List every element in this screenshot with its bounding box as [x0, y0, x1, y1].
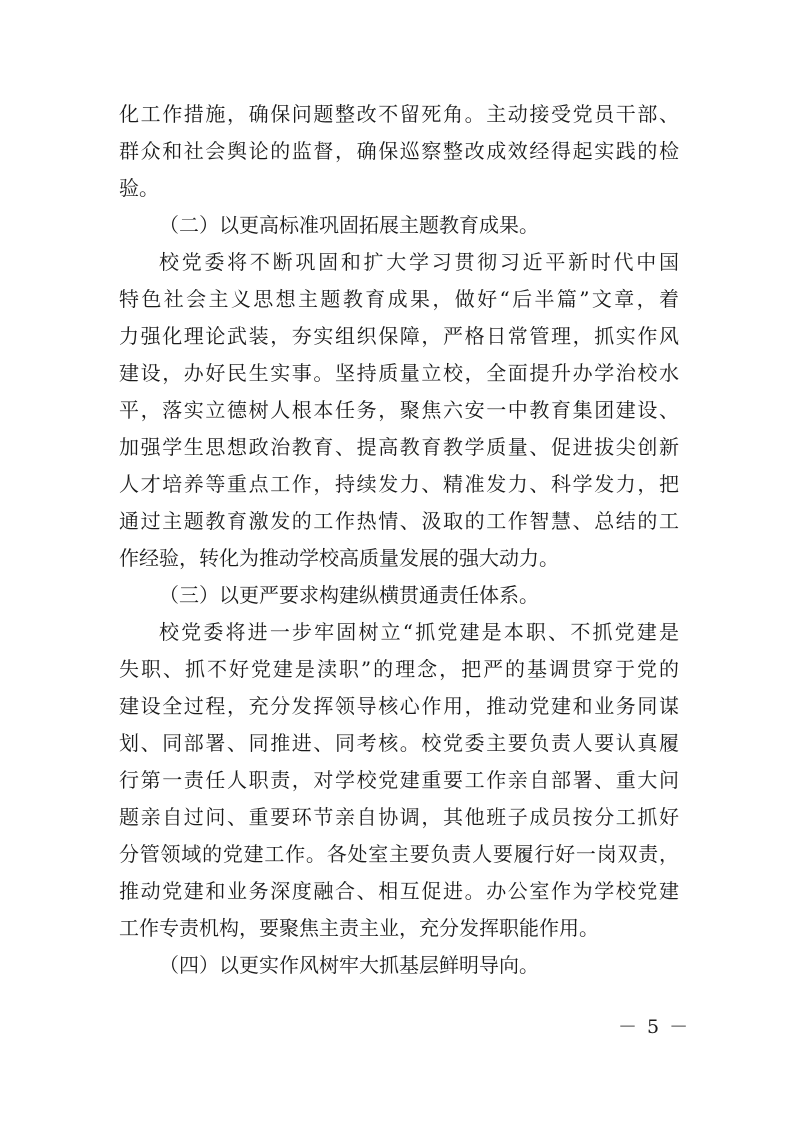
- text-line: 题亲自过问、重要环节亲自协调，其他班子成员按分工抓好: [119, 805, 679, 829]
- section-heading-3: （三）以更严要求构建纵横贯通责任体系。: [159, 583, 539, 607]
- text-line: 通过主题教育激发的工作热情、汲取的工作智慧、总结的工: [119, 509, 679, 533]
- page-number: － 5 －: [618, 1016, 691, 1038]
- body-text: [119, 96, 679, 984]
- text-line: 人才培养等重点工作，持续发力、精准发力、科学发力，把: [119, 472, 679, 496]
- text-line: 建设，办好民生实事。坚持质量立校，全面提升办学治校水: [119, 361, 679, 385]
- text-line: 推动党建和业务深度融合、相互促进。办公室作为学校党建: [119, 879, 679, 903]
- text-line: 工作专责机构，要聚焦主责主业，充分发挥职能作用。: [119, 916, 599, 940]
- text-line: 校党委将不断巩固和扩大学习贯彻习近平新时代中国: [159, 250, 679, 274]
- text-line: 建设全过程，充分发挥领导核心作用，推动党建和业务同谋: [119, 694, 679, 718]
- text-line: 验。: [119, 176, 159, 200]
- text-line: 群众和社会舆论的监督，确保巡察整改成效经得起实践的检: [119, 139, 679, 163]
- text-line: 行第一责任人职责，对学校党建重要工作亲自部署、重大问: [119, 768, 679, 792]
- text-line: 特色社会主义思想主题教育成果，做好“后半篇”文章，着: [119, 287, 679, 311]
- text-line: 化工作措施，确保问题整改不留死角。主动接受党员干部、: [119, 102, 679, 126]
- text-line: 失职、抓不好党建是渎职”的理念，把严的基调贯穿于党的: [119, 657, 679, 681]
- text-line: 力强化理论武装，夯实组织保障，严格日常管理，抓实作风: [119, 324, 679, 348]
- section-heading-4: （四）以更实作风树牢大抓基层鲜明导向。: [159, 953, 539, 977]
- section-heading-2: （二）以更高标准巩固拓展主题教育成果。: [159, 213, 539, 237]
- text-line: 校党委将进一步牢固树立“抓党建是本职、不抓党建是: [159, 620, 679, 644]
- text-line: 加强学生思想政治教育、提高教育教学质量、促进拔尖创新: [119, 435, 679, 459]
- text-line: 平，落实立德树人根本任务，聚焦六安一中教育集团建设、: [119, 398, 679, 422]
- text-line: 划、同部署、同推进、同考核。校党委主要负责人要认真履: [119, 731, 679, 755]
- text-line: 分管领域的党建工作。各处室主要负责人要履行好一岗双责，: [119, 842, 679, 866]
- text-line: 作经验，转化为推动学校高质量发展的强大动力。: [119, 546, 559, 570]
